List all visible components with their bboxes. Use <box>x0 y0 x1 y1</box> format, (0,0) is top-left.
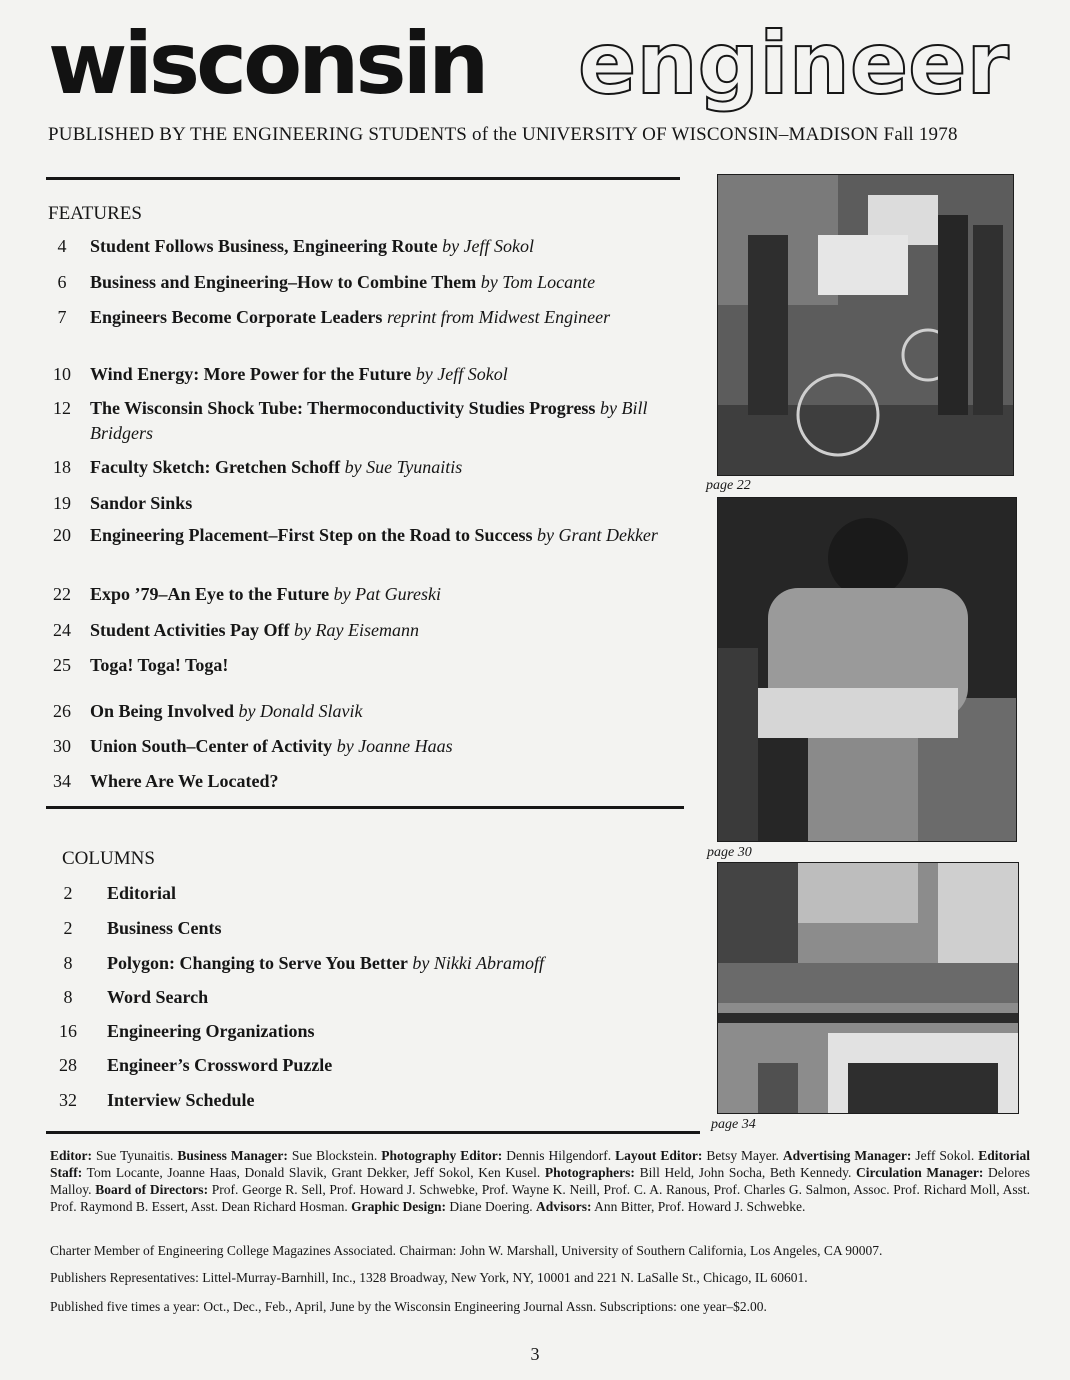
toc-title: Engineer’s Crossword Puzzle <box>107 1055 333 1075</box>
toc-entry <box>107 1019 707 1044</box>
photo-expo-bicycle <box>717 174 1014 476</box>
footnote-charter: Charter Member of Engineering College Magazines Associated. Chairman: John W. Marshall, University of Southern California, Los Angeles, CA 90007. <box>50 1243 883 1258</box>
toc-page-number: 8 <box>63 953 73 973</box>
caption-photo1: page 22 <box>706 478 751 493</box>
toc-entry <box>107 985 707 1010</box>
toc-title: Business Cents <box>107 918 222 938</box>
toc-entry <box>90 270 690 295</box>
toc-author: reprint from Midwest Engineer <box>386 307 611 327</box>
toc-entry <box>90 305 690 330</box>
toc-page-number: 20 <box>53 525 71 545</box>
credit-names: Diane Doering. <box>445 1199 536 1214</box>
toc-entry <box>90 653 690 678</box>
toc-entry <box>90 234 690 259</box>
toc-author: by Sue Tyunaitis <box>344 457 463 477</box>
masthead-engineer: engineer <box>578 14 1009 114</box>
toc-entry <box>107 916 707 941</box>
toc-title: On Being Involved <box>90 701 235 721</box>
features-top-rule <box>46 177 680 180</box>
toc-author: by Ray Eisemann <box>294 620 419 640</box>
toc-entry <box>107 881 707 906</box>
toc-title: Engineers Become Corporate Leaders <box>90 307 383 327</box>
toc-entry <box>90 734 690 759</box>
toc-page-number: 30 <box>53 736 71 756</box>
staff-credits <box>50 1147 1030 1215</box>
toc-page-number: 2 <box>63 883 73 903</box>
credit-role: Editorial Staff: <box>50 1148 1030 1180</box>
toc-author: by Grant Dekker <box>536 525 658 545</box>
toc-page-number: 19 <box>53 493 71 513</box>
toc-entry <box>90 523 690 548</box>
toc-entry <box>90 455 690 480</box>
toc-author: by Jeff Sokol <box>415 364 508 384</box>
toc-author: by Nikki Abramoff <box>412 953 544 973</box>
toc-title: Business and Engineering–How to Combine Them <box>90 272 477 292</box>
masthead-logo <box>48 12 1028 116</box>
credit-role: Advisors: <box>535 1199 592 1214</box>
toc-page-number: 25 <box>53 655 71 675</box>
toc-title: Where Are We Located? <box>90 771 279 791</box>
credit-role: Layout Editor: <box>615 1148 703 1163</box>
toc-title: Toga! Toga! Toga! <box>90 655 229 675</box>
toc-title: Editorial <box>107 883 177 903</box>
publisher-line: PUBLISHED BY THE ENGINEERING STUDENTS of the UNIVERSITY OF WISCONSIN–MADISON Fall 1978 <box>48 124 958 145</box>
credit-names: Sue Tyunaitis. <box>92 1148 178 1163</box>
toc-page-number: 2 <box>63 918 73 938</box>
toc-entry <box>90 362 690 387</box>
toc-page-number: 18 <box>53 457 71 477</box>
toc-title: Wind Energy: More Power for the Future <box>90 364 412 384</box>
toc-entry <box>90 396 690 446</box>
toc-author: by Joanne Haas <box>336 736 453 756</box>
photo-student-reading <box>717 497 1017 842</box>
photo-street-view <box>717 862 1019 1114</box>
credit-names: Bill Held, John Socha, Beth Kennedy. <box>634 1165 856 1180</box>
toc-title: Student Activities Pay Off <box>90 620 290 640</box>
toc-title: Interview Schedule <box>107 1090 255 1110</box>
toc-page-number: 8 <box>63 987 73 1007</box>
toc-page-number: 24 <box>53 620 71 640</box>
toc-author: by Pat Gureski <box>333 584 441 604</box>
caption-photo3: page 34 <box>711 1117 756 1132</box>
credit-names: Delores Malloy. <box>50 1165 1030 1197</box>
credit-role: Board of Directors: <box>95 1182 209 1197</box>
toc-entry <box>90 769 690 794</box>
columns-bottom-rule <box>46 1131 700 1134</box>
credit-names: Sue Blockstein. <box>287 1148 382 1163</box>
toc-entry <box>90 491 690 516</box>
credit-role: Business Manager: <box>177 1148 288 1163</box>
toc-title: Union South–Center of Activity <box>90 736 333 756</box>
credit-role: Photography Editor: <box>381 1148 503 1163</box>
credit-role: Photographers: <box>544 1165 635 1180</box>
credit-role: Graphic Design: <box>351 1199 446 1214</box>
toc-entry <box>107 1088 707 1113</box>
toc-title: Faculty Sketch: Gretchen Schoff <box>90 457 341 477</box>
features-heading: FEATURES <box>48 203 142 224</box>
toc-title: Student Follows Business, Engineering Route <box>90 236 438 256</box>
credit-names: Tom Locante, Joanne Haas, Donald Slavik, Grant Dekker, Jeff Sokol, Ken Kusel. <box>82 1165 545 1180</box>
credit-role: Advertising Manager: <box>782 1148 912 1163</box>
toc-page-number: 34 <box>53 771 71 791</box>
toc-page-number: 22 <box>53 584 71 604</box>
toc-author: by Tom Locante <box>480 272 596 292</box>
features-bottom-rule <box>46 806 684 809</box>
credit-role: Circulation Manager: <box>855 1165 984 1180</box>
toc-title: Expo ’79–An Eye to the Future <box>90 584 330 604</box>
toc-title: The Wisconsin Shock Tube: Thermoconductivity Studies Progress <box>90 398 596 418</box>
page-number: 3 <box>530 1344 540 1364</box>
toc-page-number: 7 <box>57 307 67 327</box>
toc-entry <box>107 951 707 976</box>
toc-entry <box>90 582 690 607</box>
credit-names: Dennis Hilgendorf. <box>502 1148 616 1163</box>
toc-author: by Jeff Sokol <box>442 236 535 256</box>
toc-page-number: 4 <box>57 236 67 256</box>
footnote-representatives: Publishers Representatives: Littel-Murray-Barnhill, Inc., 1328 Broadway, New York, NY, 10001 and 221 N. LaSalle St., Chicago, IL 60601. <box>50 1270 808 1285</box>
toc-entry <box>107 1053 707 1078</box>
credit-names: Jeff Sokol. <box>911 1148 979 1163</box>
toc-page-number: 28 <box>59 1055 77 1075</box>
toc-title: Engineering Organizations <box>107 1021 315 1041</box>
caption-photo2: page 30 <box>707 845 752 860</box>
credit-names: Prof. George R. Sell, Prof. Howard J. Schwebke, Prof. Wayne K. Neill, Prof. C. A. Ranous, Prof. Charles G. Salmon, Assoc. Prof. Richard Moll, Asst. Prof. Raymond B. Essert, Asst. Dean Richard Hosman. <box>50 1182 1031 1214</box>
credit-names: Betsy Mayer. <box>702 1148 783 1163</box>
toc-title: Word Search <box>107 987 209 1007</box>
toc-author: by Bill Bridgers <box>90 398 648 443</box>
toc-page-number: 10 <box>53 364 71 384</box>
toc-title: Sandor Sinks <box>90 493 193 513</box>
toc-entry <box>90 618 690 643</box>
toc-page-number: 12 <box>53 398 71 418</box>
masthead-wisconsin: wisconsin <box>48 14 486 114</box>
toc-page-number: 16 <box>59 1021 77 1041</box>
columns-heading: COLUMNS <box>62 848 155 869</box>
toc-page-number: 26 <box>53 701 71 721</box>
credit-names: Ann Bitter, Prof. Howard J. Schwebke. <box>591 1199 806 1214</box>
credit-role: Editor: <box>50 1148 92 1163</box>
toc-title: Polygon: Changing to Serve You Better <box>107 953 408 973</box>
toc-page-number: 6 <box>57 272 67 292</box>
footnote-publication: Published five times a year: Oct., Dec., Feb., April, June by the Wisconsin Engineering Journal Assn. Subscriptions: one year–$2.00. <box>50 1299 767 1314</box>
toc-entry <box>90 699 690 724</box>
toc-title: Engineering Placement–First Step on the Road to Success <box>90 525 533 545</box>
toc-page-number: 32 <box>59 1090 77 1110</box>
toc-author: by Donald Slavik <box>238 701 363 721</box>
